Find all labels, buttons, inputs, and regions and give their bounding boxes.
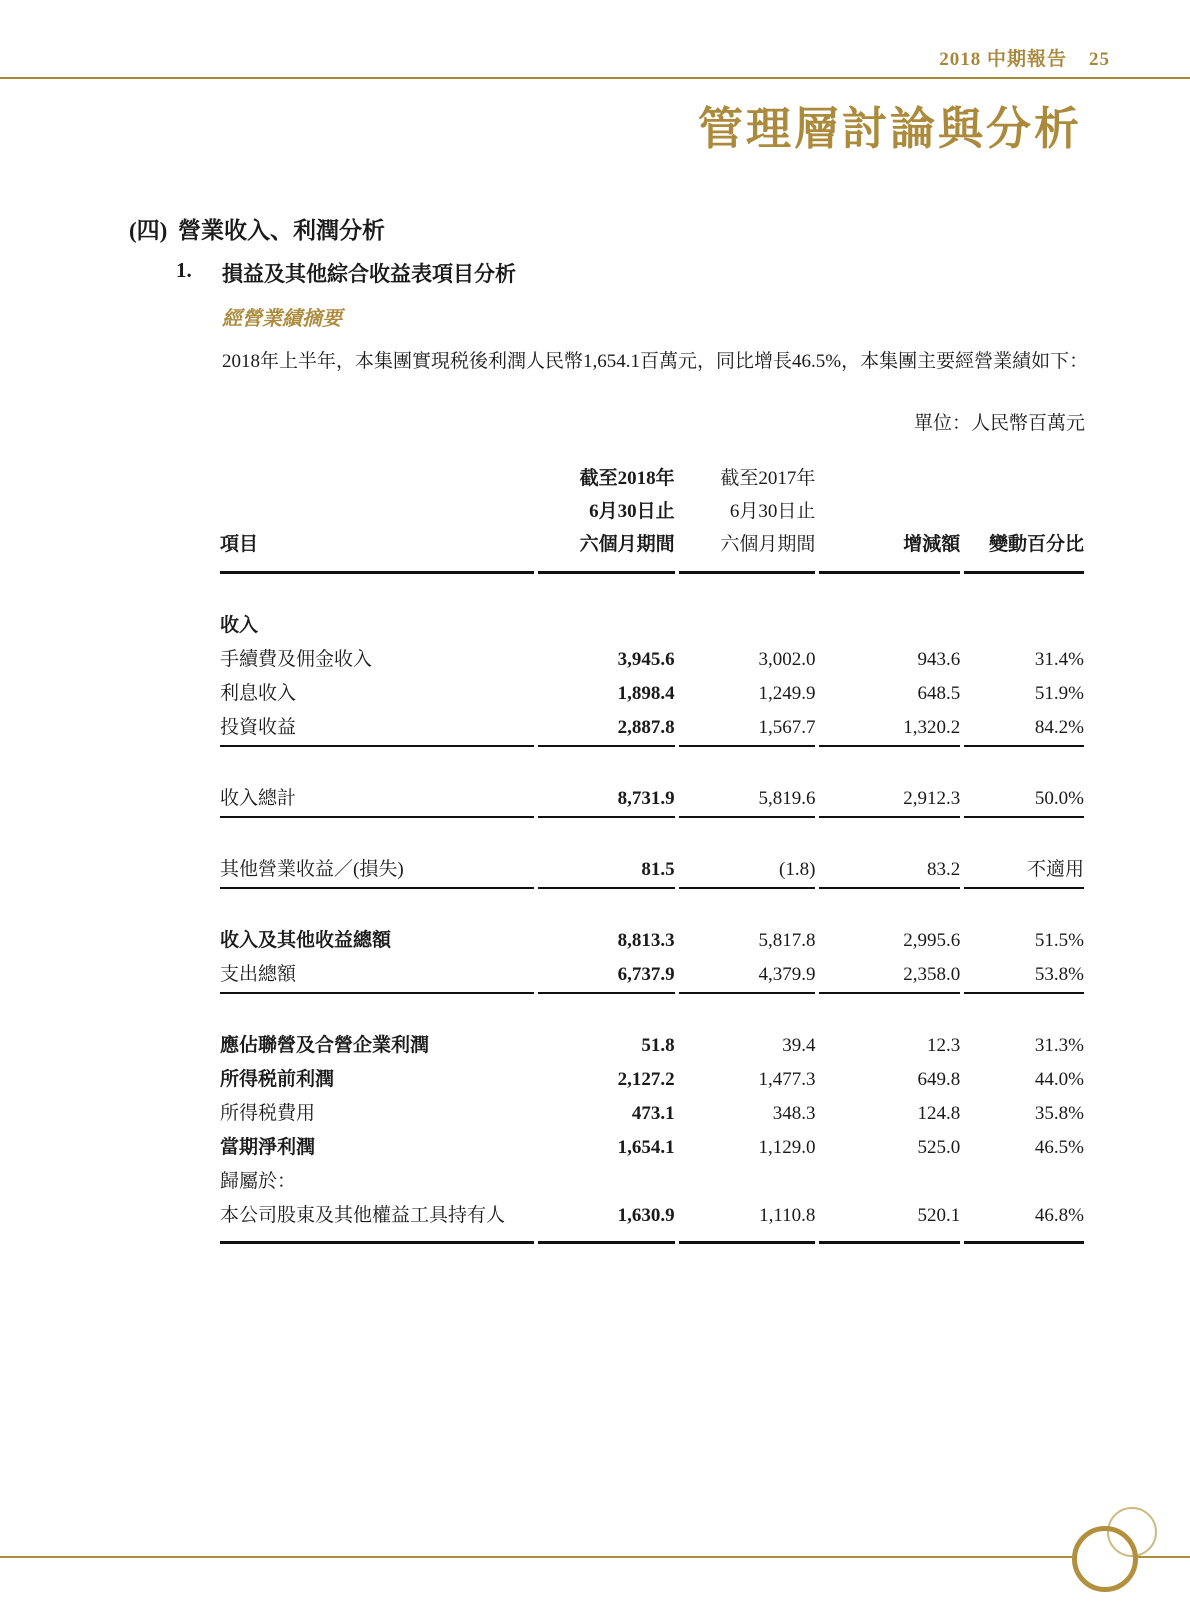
row-label: 當期淨利潤	[220, 1137, 316, 1158]
value-change	[819, 609, 960, 643]
table-row	[220, 1097, 1084, 1131]
value-2017: 5,819.6	[679, 782, 816, 818]
value-pct: 53.8%	[964, 958, 1084, 994]
financial-table	[216, 462, 1088, 1244]
page-header	[939, 44, 1110, 71]
value-2017: (1.8)	[679, 853, 816, 889]
value-change: 648.5	[917, 683, 961, 704]
row-label: 手續費及佣金收入	[220, 649, 373, 670]
row-label: 其他營業收益／(損失)	[220, 853, 534, 889]
row-label: 所得税前利潤	[220, 1069, 335, 1090]
value-2017: 3,002.0	[758, 649, 816, 670]
value-2018: 51.8	[641, 1035, 675, 1056]
value-2018	[538, 1165, 675, 1199]
subsection-heading	[176, 258, 516, 288]
header-2017-line2: 6月30日止	[729, 501, 816, 522]
value-pct: 不適用	[964, 853, 1084, 889]
row-label: 利息收入	[220, 683, 297, 704]
value-pct: 50.0%	[964, 782, 1084, 818]
value-pct: 31.4%	[1034, 649, 1084, 670]
value-2018: 473.1	[631, 1103, 675, 1124]
value-2017: 1,110.8	[679, 1199, 816, 1244]
row-label: 歸屬於：	[220, 1171, 297, 1192]
value-2018: 2,127.2	[617, 1069, 675, 1090]
table-row	[220, 853, 1084, 889]
value-2018: 6,737.9	[538, 958, 675, 994]
value-2017: 1,249.9	[758, 683, 816, 704]
value-change: 2,995.6	[903, 930, 961, 951]
spacer-row	[220, 574, 1084, 609]
row-label: 本公司股東及其他權益工具持有人	[220, 1199, 534, 1244]
row-label: 投資收益	[220, 711, 534, 747]
header-2018-line2: 6月30日止	[589, 501, 675, 522]
spacer-row	[220, 889, 1084, 924]
value-change: 943.6	[917, 649, 961, 670]
value-pct	[964, 609, 1084, 643]
row-label: 支出總額	[220, 958, 534, 994]
value-2017: 1,567.7	[679, 711, 816, 747]
value-2017: 39.4	[782, 1035, 816, 1056]
header-2017-line3: 六個月期間	[720, 534, 816, 555]
value-change: 525.0	[917, 1137, 961, 1158]
table-header-row	[220, 462, 1084, 574]
unit-note: 單位：人民幣百萬元	[913, 413, 1085, 434]
value-pct: 51.9%	[1034, 683, 1084, 704]
value-change: 2,912.3	[819, 782, 960, 818]
row-label: 所得税費用	[220, 1103, 316, 1124]
value-change: 649.8	[917, 1069, 961, 1090]
intro-paragraph: 2018年上半年，本集團實現税後利潤人民幣1,654.1百萬元，同比增長46.5%，本集團主要經營業績如下：	[222, 351, 1089, 372]
decorative-circle-large	[1072, 1526, 1138, 1592]
table-row	[220, 711, 1084, 747]
value-pct: 51.5%	[1034, 930, 1084, 951]
header-period-2018	[538, 462, 675, 574]
value-2018: 3,945.6	[617, 649, 675, 670]
value-2018: 1,654.1	[617, 1137, 675, 1158]
value-2018: 2,887.8	[538, 711, 675, 747]
spacer-row	[220, 818, 1084, 853]
header-period-2017	[679, 462, 816, 574]
section-heading	[129, 212, 385, 245]
header-2017-line1: 截至2017年	[720, 468, 816, 489]
table-row	[220, 1165, 1084, 1199]
value-change	[819, 1165, 960, 1199]
header-gold-rule	[0, 77, 1190, 79]
table-row	[220, 958, 1084, 994]
report-title: 2018 中期報告	[939, 49, 1067, 70]
value-pct: 31.3%	[1034, 1035, 1084, 1056]
value-change: 83.2	[819, 853, 960, 889]
subsection-title: 損益及其他綜合收益表項目分析	[222, 262, 516, 286]
value-change: 520.1	[819, 1199, 960, 1244]
row-label: 收入總計	[220, 782, 534, 818]
footer-gold-rule	[0, 1556, 1190, 1558]
table-row	[220, 1063, 1084, 1097]
value-2018: 81.5	[538, 853, 675, 889]
page-title: 管理層討論與分析	[697, 104, 1082, 154]
value-2017	[679, 1165, 816, 1199]
table-row	[220, 1199, 1084, 1244]
value-2018: 8,731.9	[538, 782, 675, 818]
value-pct	[964, 1165, 1084, 1199]
header-change: 增減額	[819, 462, 960, 574]
header-2018-line3: 六個月期間	[579, 534, 675, 555]
value-pct: 46.8%	[964, 1199, 1084, 1244]
row-label: 收入及其他收益總額	[220, 930, 392, 951]
value-change: 124.8	[917, 1103, 961, 1124]
table-row	[220, 1131, 1084, 1165]
value-2017: 5,817.8	[758, 930, 816, 951]
spacer-row	[220, 994, 1084, 1029]
value-pct: 44.0%	[1034, 1069, 1084, 1090]
table-row	[220, 1029, 1084, 1063]
value-2017	[679, 609, 816, 643]
value-pct: 84.2%	[964, 711, 1084, 747]
table-row	[220, 782, 1084, 818]
row-label: 收入	[220, 615, 259, 636]
value-pct: 46.5%	[1034, 1137, 1084, 1158]
subsection-number: 1.	[176, 258, 192, 282]
section-number: (四)	[129, 218, 168, 243]
value-change: 2,358.0	[819, 958, 960, 994]
table-row	[220, 677, 1084, 711]
value-2017: 1,129.0	[758, 1137, 816, 1158]
row-label: 應佔聯營及合營企業利潤	[220, 1035, 430, 1056]
section-title: 營業收入、利潤分析	[178, 218, 385, 243]
value-pct: 35.8%	[1034, 1103, 1084, 1124]
value-change: 12.3	[927, 1035, 961, 1056]
table-row	[220, 609, 1084, 643]
value-change: 1,320.2	[819, 711, 960, 747]
table-row	[220, 643, 1084, 677]
spacer-row	[220, 747, 1084, 782]
value-2018: 1,898.4	[617, 683, 675, 704]
value-2017: 348.3	[772, 1103, 816, 1124]
value-2017: 4,379.9	[679, 958, 816, 994]
header-item: 項目	[220, 462, 534, 574]
value-2018	[538, 609, 675, 643]
value-2017: 1,477.3	[758, 1069, 816, 1090]
value-2018: 1,630.9	[538, 1199, 675, 1244]
value-2018: 8,813.3	[617, 930, 675, 951]
page-number: 25	[1089, 49, 1110, 70]
header-2018-line1: 截至2018年	[579, 468, 675, 489]
header-pct: 變動百分比	[964, 462, 1084, 574]
operating-summary-heading: 經營業績摘要	[222, 308, 342, 330]
table-row	[220, 924, 1084, 958]
